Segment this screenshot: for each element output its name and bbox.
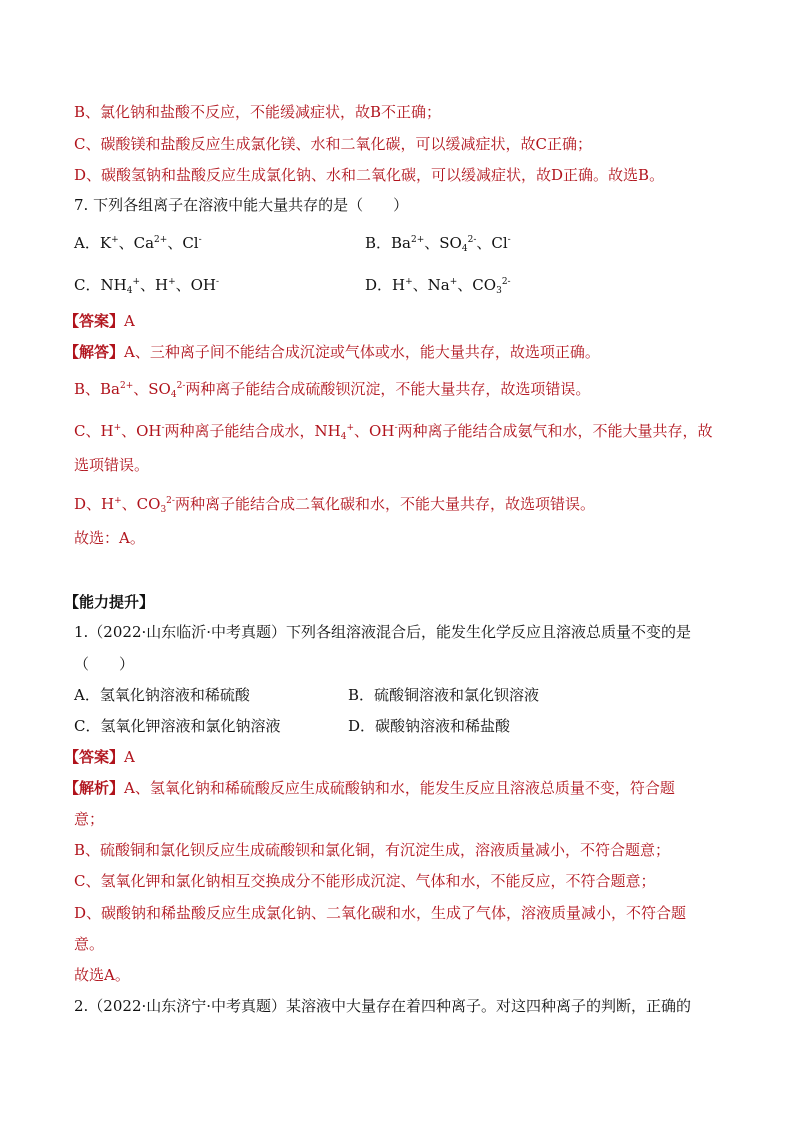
explanation-c: C、碳酸镁和盐酸反应生成氯化镁、水和二氧化碳，可以缓减症状，故C正确； xyxy=(74,135,592,153)
q1-option-a: A．氢氧化钠溶液和稀硫酸 xyxy=(74,686,250,704)
answer-value: A xyxy=(124,748,135,766)
q1-option-d: D．碳酸钠溶液和稀盐酸 xyxy=(348,717,511,735)
q7-option-b: B．$Ba^{2+}$、$SO_4^{2-}$、Cl- xyxy=(365,234,511,254)
q1-stem: 1.（2022·山东临沂·中考真题）下列各组溶液混合后，能发生化学反应且溶液总质量不变的是 xyxy=(74,623,692,641)
q1-option-b: B．硫酸铜溶液和氯化钡溶液 xyxy=(348,686,540,704)
q1-analysis-d: D、碳酸钠和稀盐酸反应生成氯化钠、二氧化碳和水，生成了气体，溶液质量减小，不符合题 xyxy=(74,904,687,922)
q7-option-c: C．$NH_4^+$、H+、OH- xyxy=(74,276,220,296)
q7-stem: 7. 下列各组离子在溶液中能大量共存的是（ ） xyxy=(74,196,409,214)
q7-answer xyxy=(64,311,135,331)
q7-analysis-b: B、$Ba^{2+}$、$SO_4^{2-}$两种离子能结合成硫酸钡沉淀，不能大量共存，故选项错误。 xyxy=(74,380,591,400)
q7-conclusion: 故选：A。 xyxy=(74,529,145,547)
section-title: 【能力提升】 xyxy=(64,593,155,611)
q7-option-d: D．H+、Na+、$CO_3^{2-}$ xyxy=(365,276,511,296)
explanation-b: B、氯化钠和盐酸不反应，不能缓减症状，故B不正确； xyxy=(74,103,442,121)
q1-analysis-a-cont: 意； xyxy=(74,810,105,828)
q7-analysis-a: 【解答】A、三种离子间不能结合成沉淀或气体或水，能大量共存，故选项正确。 xyxy=(64,343,600,361)
q1-stem-cont: （ ） xyxy=(74,655,135,673)
answer-label: 【答案】 xyxy=(64,748,125,766)
q1-conclusion: 故选A。 xyxy=(74,966,130,984)
analysis-label: 【解答】 xyxy=(64,343,125,361)
q1-answer xyxy=(64,747,135,767)
q1-analysis-d-cont: 意。 xyxy=(74,935,105,953)
analysis-label: 【解析】 xyxy=(64,779,125,797)
q1-analysis-a: 【解析】A、氢氧化钠和稀硫酸反应生成硫酸钠和水，能发生反应且溶液总质量不变，符合题 xyxy=(64,779,675,797)
q7-analysis-d: D、H+、$CO_3^{2-}$两种离子能结合成二氧化碳和水，不能大量共存，故选项错误。 xyxy=(74,495,595,515)
answer-value: A xyxy=(124,312,135,330)
q2-stem: 2.（2022·山东济宁·中考真题）某溶液中大量存在着四种离子。对这四种离子的判断，正确的 xyxy=(74,997,692,1015)
explanation-d: D、碳酸氢钠和盐酸反应生成氯化钠、水和二氧化碳，可以缓减症状，故D正确。故选B。 xyxy=(74,166,665,184)
q1-analysis-b: B、硫酸铜和氯化钡反应生成硫酸钡和氯化铜，有沉淀生成，溶液质量减小，不符合题意； xyxy=(74,841,671,859)
q1-option-c: C．氢氧化钾溶液和氯化钠溶液 xyxy=(74,717,281,735)
q1-analysis-c: C、氢氧化钾和氯化钠相互交换成分不能形成沉淀、气体和水，不能反应，不符合题意； xyxy=(74,872,656,890)
answer-label: 【答案】 xyxy=(64,312,125,330)
q7-analysis-c-cont: 选项错误。 xyxy=(74,456,150,474)
q7-analysis-c: C、H+、OH-两种离子能结合成水，$NH_4^+$、OH-两种离子能结合成氨气和水，不能大量共存，故 xyxy=(74,422,713,442)
q7-option-a: A．K+、$Ca^{2+}$、Cl- xyxy=(74,234,202,252)
